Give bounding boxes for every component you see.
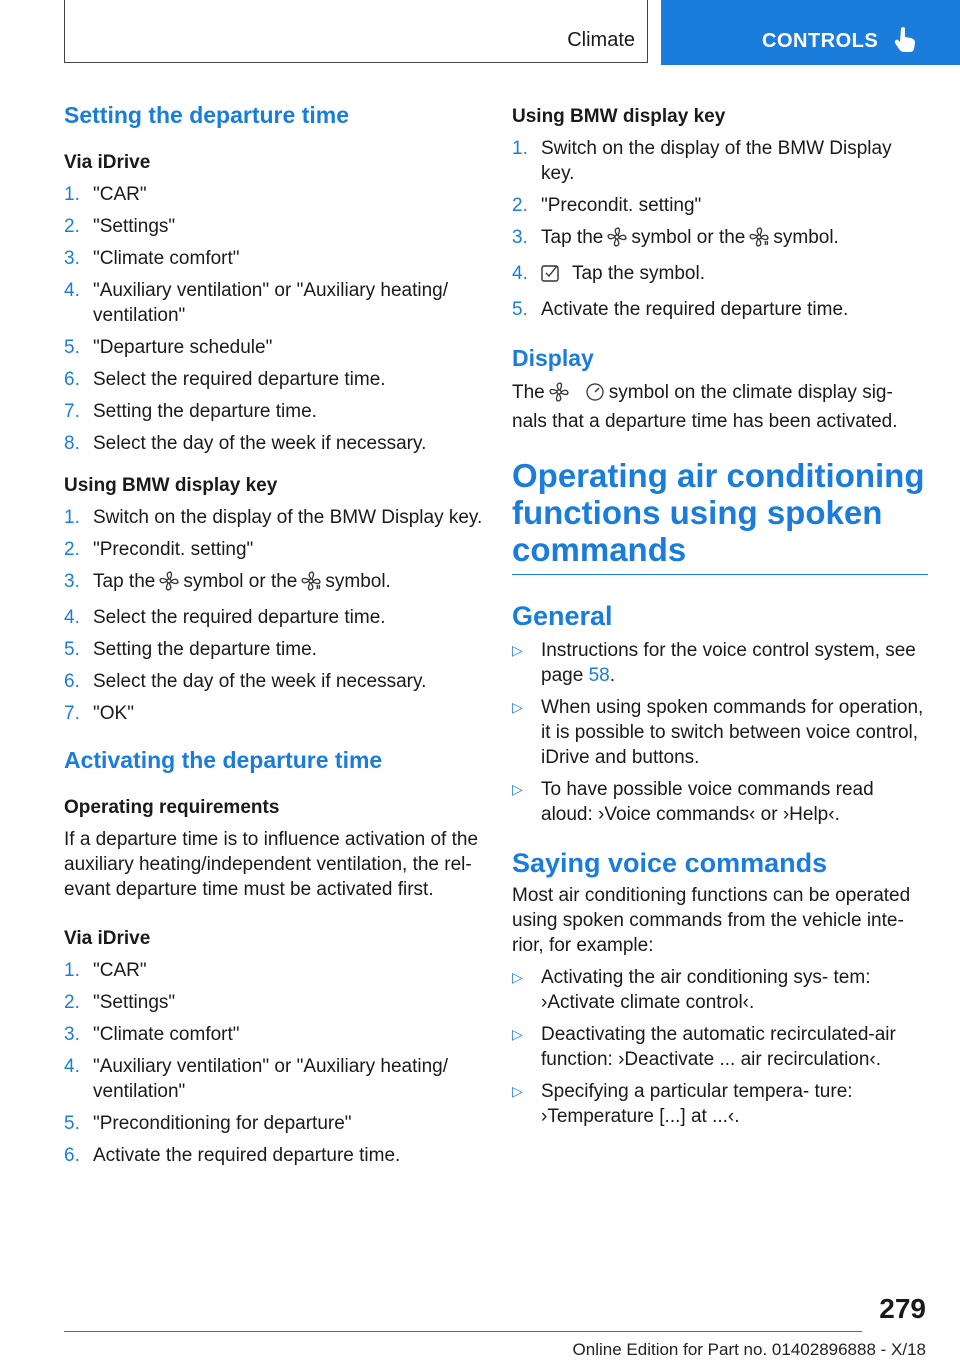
display-key-steps-list	[64, 505, 484, 726]
list-item: 4. "Auxiliary ventilation" or "Auxiliary heating/ ventilation"	[64, 280, 449, 326]
saying-text: Most air conditioning functions can be operated using spoken commands from the vehicle inte‐ rior, for example:	[512, 885, 911, 956]
list-item: 5. "Preconditioning for departure"	[64, 1113, 352, 1134]
activation-steps-list	[64, 958, 484, 1168]
list-item: 2. "Settings"	[64, 992, 176, 1013]
list-item: ▷ When using spoken commands for operation, it is possible to switch between voice control, iDrive and buttons.	[512, 697, 924, 768]
list-item: 1. "CAR"	[64, 184, 147, 205]
list-item: 4. Select the required departure time.	[64, 607, 386, 628]
general-list	[512, 638, 928, 827]
heading-activating-departure: Activating the departure time	[64, 747, 383, 773]
requirements-text: If a departure time is to influence activation of the auxiliary heating/independent ventilation, the rel‐ evant departure time must be activated first.	[64, 829, 479, 900]
bmw-display-key-label: Using BMW display key	[512, 106, 726, 127]
list-item: 7. "OK"	[64, 703, 134, 724]
right-column	[512, 100, 928, 1136]
header-frame	[64, 0, 648, 63]
list-item: 7. Setting the departure time.	[64, 401, 317, 422]
section-title: Climate	[567, 29, 635, 51]
display-text: The symbol on the climate display sig‐ nals that a departure time has been activated.	[512, 382, 898, 432]
via-idrive-label: Via iDrive	[64, 928, 151, 949]
heading-setting-departure: Setting the departure time	[64, 102, 349, 128]
list-item: 5. "Departure schedule"	[64, 337, 273, 358]
right-display-key-steps	[512, 136, 928, 322]
list-item: 1. Switch on the display of the BMW Display key.	[512, 138, 892, 184]
page-link[interactable]: 58	[588, 665, 610, 686]
list-item: 2. "Precondit. setting"	[512, 195, 702, 216]
clock-checkmark-icon	[541, 263, 563, 290]
heading-saying-voice-commands: Saying voice commands	[512, 848, 828, 878]
heading-display: Display	[512, 345, 594, 371]
list-item: 3. "Climate comfort"	[64, 248, 240, 269]
left-column	[64, 100, 484, 1175]
list-item: 3. "Climate comfort"	[64, 1024, 240, 1045]
list-item: 6. Activate the required departure time.	[64, 1145, 401, 1166]
footer-rule	[64, 1331, 862, 1332]
ventilation-icon	[607, 227, 627, 254]
list-item: 6. Select the day of the week if necessary.	[64, 671, 427, 692]
list-item: ▷ Deactivating the automatic recirculated-air function: ›Deactivate ... air recirculation‹.	[512, 1024, 896, 1070]
section-heading-rule	[512, 457, 928, 575]
bmw-display-key-label: Using BMW display key	[64, 475, 278, 496]
ventilation-icon	[159, 571, 179, 598]
list-item: ▷ Specifying a particular tempera‐ ture: ›Temperature [...] at ...‹.	[512, 1081, 853, 1127]
list-item: ▷ To have possible voice commands read aloud: ›Voice commands‹ or ›Help‹.	[512, 779, 874, 825]
list-item: 8. Select the day of the week if necessary.	[64, 433, 427, 454]
heating-ventilation-icon	[749, 227, 769, 254]
pointing-hand-icon	[895, 26, 917, 59]
controls-tab[interactable]	[661, 0, 960, 65]
list-item: 2. "Settings"	[64, 216, 176, 237]
list-item: 1. Switch on the display of the BMW Display key.	[64, 507, 483, 528]
via-idrive-label: Via iDrive	[64, 152, 151, 173]
list-item: 3. Tap the symbol or the symbol.	[64, 569, 484, 598]
timer-icon	[585, 382, 605, 409]
list-item: 3. Tap the symbol or the symbol.	[512, 225, 928, 254]
list-item: 4. "Auxiliary ventilation" or "Auxiliary heating/ ventilation"	[64, 1056, 449, 1102]
list-item: ▷ Instructions for the voice control system, see page 58.	[512, 640, 916, 686]
list-item: 6. Select the required departure time.	[64, 369, 386, 390]
list-item: 5. Activate the required departure time.	[512, 299, 849, 320]
controls-tab-label: CONTROLS	[762, 30, 879, 52]
operating-requirements-label: Operating requirements	[64, 797, 280, 818]
examples-list	[512, 965, 928, 1129]
list-item: 4. Tap the symbol.	[512, 261, 928, 290]
list-item: 1. "CAR"	[64, 960, 147, 981]
list-item: 2. "Precondit. setting"	[64, 539, 254, 560]
ventilation-icon	[549, 382, 569, 409]
list-item: ▷ Activating the air conditioning sys‐ tem: ›Activate climate control‹.	[512, 967, 871, 1013]
page-number: 279	[879, 1293, 926, 1324]
heading-general: General	[512, 601, 613, 631]
edition-text: Online Edition for Part no. 01402896888 - X/18	[572, 1340, 926, 1359]
heating-ventilation-icon	[301, 571, 321, 598]
idrive-steps-list	[64, 182, 484, 456]
heading-spoken-commands: Operating air conditioning functions using spoken commands	[512, 457, 925, 568]
list-item: 5. Setting the departure time.	[64, 639, 317, 660]
